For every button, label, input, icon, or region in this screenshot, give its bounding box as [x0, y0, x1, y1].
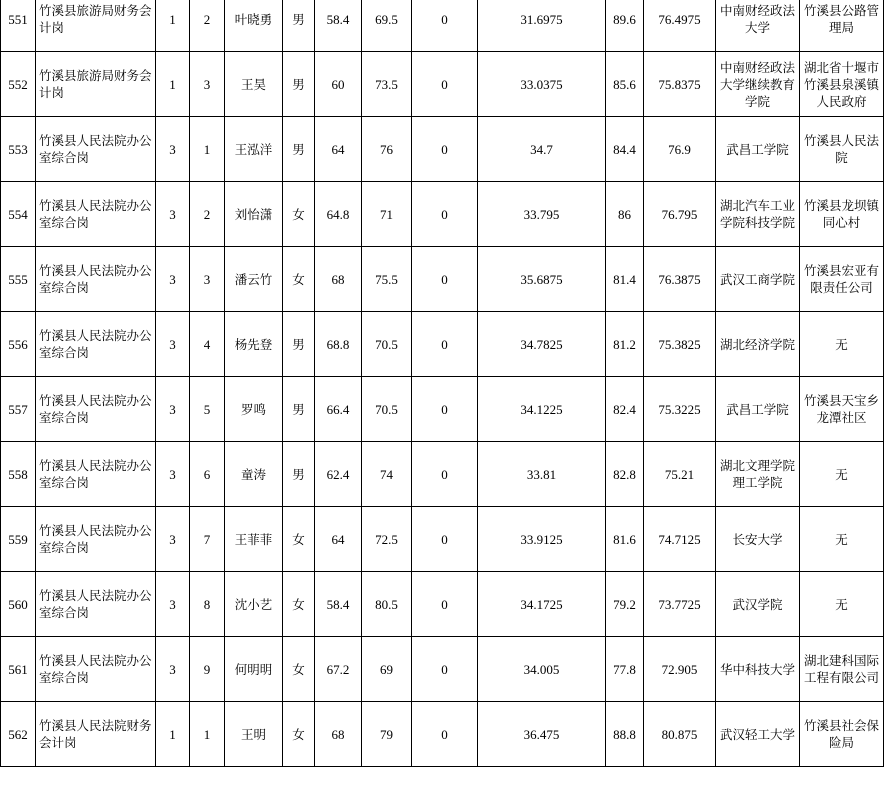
written-score-cell: 58.4 [315, 572, 362, 637]
school-cell: 湖北经济学院 [716, 312, 800, 377]
test-score-cell: 69.5 [362, 0, 412, 52]
rank-cell: 9 [190, 637, 225, 702]
row-number-cell: 554 [1, 182, 36, 247]
bonus-points-cell: 0 [412, 312, 478, 377]
gender-cell: 女 [283, 247, 315, 312]
gender-cell: 男 [283, 52, 315, 117]
employer-cell: 湖北建科国际工程有限公司 [800, 637, 884, 702]
total-score-cell: 76.795 [644, 182, 716, 247]
school-cell: 湖北文理学院理工学院 [716, 442, 800, 507]
total-score-cell: 76.4975 [644, 0, 716, 52]
candidate-name-cell: 刘怡潇 [225, 182, 283, 247]
employer-cell: 竹溪县天宝乡龙潭社区 [800, 377, 884, 442]
table-row [1, 117, 884, 182]
weighted-score-cell: 33.81 [478, 442, 606, 507]
row-number-cell: 560 [1, 572, 36, 637]
bonus-points-cell: 0 [412, 442, 478, 507]
rank-cell: 2 [190, 182, 225, 247]
interview-score-cell: 84.4 [606, 117, 644, 182]
table-row [1, 702, 884, 767]
gender-cell: 男 [283, 0, 315, 52]
table-row [1, 572, 884, 637]
candidate-name-cell: 杨先登 [225, 312, 283, 377]
gender-cell: 男 [283, 312, 315, 377]
bonus-points-cell: 0 [412, 182, 478, 247]
test-score-cell: 74 [362, 442, 412, 507]
weighted-score-cell: 35.6875 [478, 247, 606, 312]
table-row [1, 312, 884, 377]
school-cell: 武汉学院 [716, 572, 800, 637]
written-score-cell: 64.8 [315, 182, 362, 247]
interview-score-cell: 85.6 [606, 52, 644, 117]
weighted-score-cell: 33.9125 [478, 507, 606, 572]
school-cell: 中南财经政法大学 [716, 0, 800, 52]
bonus-points-cell: 0 [412, 52, 478, 117]
gender-cell: 男 [283, 117, 315, 182]
bonus-points-cell: 0 [412, 507, 478, 572]
weighted-score-cell: 34.1725 [478, 572, 606, 637]
test-score-cell: 76 [362, 117, 412, 182]
position-cell: 竹溪县旅游局财务会计岗 [36, 52, 156, 117]
table-row [1, 52, 884, 117]
employer-cell: 竹溪县公路管理局 [800, 0, 884, 52]
employer-cell: 湖北省十堰市竹溪县泉溪镇人民政府 [800, 52, 884, 117]
total-score-cell: 75.21 [644, 442, 716, 507]
interview-score-cell: 82.8 [606, 442, 644, 507]
school-cell: 长安大学 [716, 507, 800, 572]
hiring-count-cell: 3 [156, 247, 190, 312]
gender-cell: 女 [283, 572, 315, 637]
employer-cell: 无 [800, 507, 884, 572]
weighted-score-cell: 34.7825 [478, 312, 606, 377]
weighted-score-cell: 36.475 [478, 702, 606, 767]
position-cell: 竹溪县人民法院办公室综合岗 [36, 442, 156, 507]
candidate-name-cell: 王菲菲 [225, 507, 283, 572]
rank-cell: 1 [190, 117, 225, 182]
weighted-score-cell: 31.6975 [478, 0, 606, 52]
bonus-points-cell: 0 [412, 572, 478, 637]
hiring-count-cell: 3 [156, 637, 190, 702]
hiring-count-cell: 1 [156, 0, 190, 52]
gender-cell: 男 [283, 377, 315, 442]
hiring-count-cell: 1 [156, 52, 190, 117]
written-score-cell: 66.4 [315, 377, 362, 442]
written-score-cell: 68.8 [315, 312, 362, 377]
candidate-name-cell: 潘云竹 [225, 247, 283, 312]
written-score-cell: 64 [315, 507, 362, 572]
bonus-points-cell: 0 [412, 117, 478, 182]
written-score-cell: 62.4 [315, 442, 362, 507]
row-number-cell: 561 [1, 637, 36, 702]
candidate-name-cell: 王昊 [225, 52, 283, 117]
candidate-name-cell: 何明明 [225, 637, 283, 702]
position-cell: 竹溪县人民法院办公室综合岗 [36, 637, 156, 702]
position-cell: 竹溪县人民法院办公室综合岗 [36, 572, 156, 637]
table-row [1, 377, 884, 442]
hiring-count-cell: 3 [156, 377, 190, 442]
bonus-points-cell: 0 [412, 0, 478, 52]
candidate-name-cell: 王泓洋 [225, 117, 283, 182]
table-row [1, 637, 884, 702]
hiring-count-cell: 3 [156, 312, 190, 377]
row-number-cell: 556 [1, 312, 36, 377]
candidate-name-cell: 叶晓勇 [225, 0, 283, 52]
hiring-count-cell: 3 [156, 182, 190, 247]
row-number-cell: 552 [1, 52, 36, 117]
weighted-score-cell: 33.0375 [478, 52, 606, 117]
total-score-cell: 75.8375 [644, 52, 716, 117]
interview-score-cell: 89.6 [606, 0, 644, 52]
total-score-cell: 74.7125 [644, 507, 716, 572]
test-score-cell: 73.5 [362, 52, 412, 117]
test-score-cell: 70.5 [362, 312, 412, 377]
test-score-cell: 80.5 [362, 572, 412, 637]
hiring-count-cell: 3 [156, 442, 190, 507]
position-cell: 竹溪县人民法院办公室综合岗 [36, 182, 156, 247]
hiring-count-cell: 3 [156, 572, 190, 637]
candidate-name-cell: 沈小艺 [225, 572, 283, 637]
total-score-cell: 75.3225 [644, 377, 716, 442]
total-score-cell: 80.875 [644, 702, 716, 767]
position-cell: 竹溪县人民法院办公室综合岗 [36, 117, 156, 182]
interview-score-cell: 82.4 [606, 377, 644, 442]
written-score-cell: 67.2 [315, 637, 362, 702]
rank-cell: 7 [190, 507, 225, 572]
table-row [1, 182, 884, 247]
weighted-score-cell: 34.7 [478, 117, 606, 182]
rank-cell: 6 [190, 442, 225, 507]
bonus-points-cell: 0 [412, 702, 478, 767]
test-score-cell: 79 [362, 702, 412, 767]
total-score-cell: 76.9 [644, 117, 716, 182]
interview-score-cell: 81.4 [606, 247, 644, 312]
weighted-score-cell: 34.005 [478, 637, 606, 702]
rank-cell: 5 [190, 377, 225, 442]
school-cell: 华中科技大学 [716, 637, 800, 702]
row-number-cell: 553 [1, 117, 36, 182]
rank-cell: 2 [190, 0, 225, 52]
written-score-cell: 64 [315, 117, 362, 182]
candidate-name-cell: 罗鸣 [225, 377, 283, 442]
interview-score-cell: 77.8 [606, 637, 644, 702]
hiring-count-cell: 1 [156, 702, 190, 767]
school-cell: 武汉工商学院 [716, 247, 800, 312]
gender-cell: 女 [283, 182, 315, 247]
candidate-name-cell: 王明 [225, 702, 283, 767]
table-row [1, 247, 884, 312]
test-score-cell: 72.5 [362, 507, 412, 572]
gender-cell: 女 [283, 507, 315, 572]
position-cell: 竹溪县人民法院办公室综合岗 [36, 507, 156, 572]
candidate-name-cell: 童涛 [225, 442, 283, 507]
test-score-cell: 69 [362, 637, 412, 702]
written-score-cell: 68 [315, 247, 362, 312]
school-cell: 武昌工学院 [716, 117, 800, 182]
position-cell: 竹溪县人民法院办公室综合岗 [36, 377, 156, 442]
interview-score-cell: 81.2 [606, 312, 644, 377]
written-score-cell: 68 [315, 702, 362, 767]
total-score-cell: 75.3825 [644, 312, 716, 377]
hiring-count-cell: 3 [156, 507, 190, 572]
gender-cell: 女 [283, 702, 315, 767]
interview-score-cell: 81.6 [606, 507, 644, 572]
bonus-points-cell: 0 [412, 377, 478, 442]
total-score-cell: 72.905 [644, 637, 716, 702]
school-cell: 武汉轻工大学 [716, 702, 800, 767]
rank-cell: 1 [190, 702, 225, 767]
school-cell: 武昌工学院 [716, 377, 800, 442]
row-number-cell: 551 [1, 0, 36, 52]
weighted-score-cell: 34.1225 [478, 377, 606, 442]
school-cell: 湖北汽车工业学院科技学院 [716, 182, 800, 247]
interview-score-cell: 86 [606, 182, 644, 247]
employer-cell: 无 [800, 572, 884, 637]
gender-cell: 女 [283, 637, 315, 702]
written-score-cell: 58.4 [315, 0, 362, 52]
bonus-points-cell: 0 [412, 637, 478, 702]
rank-cell: 4 [190, 312, 225, 377]
row-number-cell: 555 [1, 247, 36, 312]
rank-cell: 3 [190, 52, 225, 117]
school-cell: 中南财经政法大学继续教育学院 [716, 52, 800, 117]
interview-score-cell: 79.2 [606, 572, 644, 637]
employer-cell: 竹溪县龙坝镇同心村 [800, 182, 884, 247]
hiring-count-cell: 3 [156, 117, 190, 182]
test-score-cell: 75.5 [362, 247, 412, 312]
employer-cell: 竹溪县宏亚有限责任公司 [800, 247, 884, 312]
table-row [1, 507, 884, 572]
test-score-cell: 71 [362, 182, 412, 247]
test-score-cell: 70.5 [362, 377, 412, 442]
gender-cell: 男 [283, 442, 315, 507]
employer-cell: 竹溪县社会保险局 [800, 702, 884, 767]
position-cell: 竹溪县人民法院办公室综合岗 [36, 312, 156, 377]
total-score-cell: 76.3875 [644, 247, 716, 312]
employer-cell: 竹溪县人民法院 [800, 117, 884, 182]
row-number-cell: 557 [1, 377, 36, 442]
interview-score-cell: 88.8 [606, 702, 644, 767]
row-number-cell: 558 [1, 442, 36, 507]
total-score-cell: 73.7725 [644, 572, 716, 637]
bonus-points-cell: 0 [412, 247, 478, 312]
row-number-cell: 562 [1, 702, 36, 767]
weighted-score-cell: 33.795 [478, 182, 606, 247]
position-cell: 竹溪县人民法院办公室综合岗 [36, 247, 156, 312]
rank-cell: 3 [190, 247, 225, 312]
row-number-cell: 559 [1, 507, 36, 572]
employer-cell: 无 [800, 312, 884, 377]
table-row [1, 0, 884, 52]
position-cell: 竹溪县旅游局财务会计岗 [36, 0, 156, 52]
position-cell: 竹溪县人民法院财务会计岗 [36, 702, 156, 767]
employer-cell: 无 [800, 442, 884, 507]
written-score-cell: 60 [315, 52, 362, 117]
table-row [1, 442, 884, 507]
rank-cell: 8 [190, 572, 225, 637]
